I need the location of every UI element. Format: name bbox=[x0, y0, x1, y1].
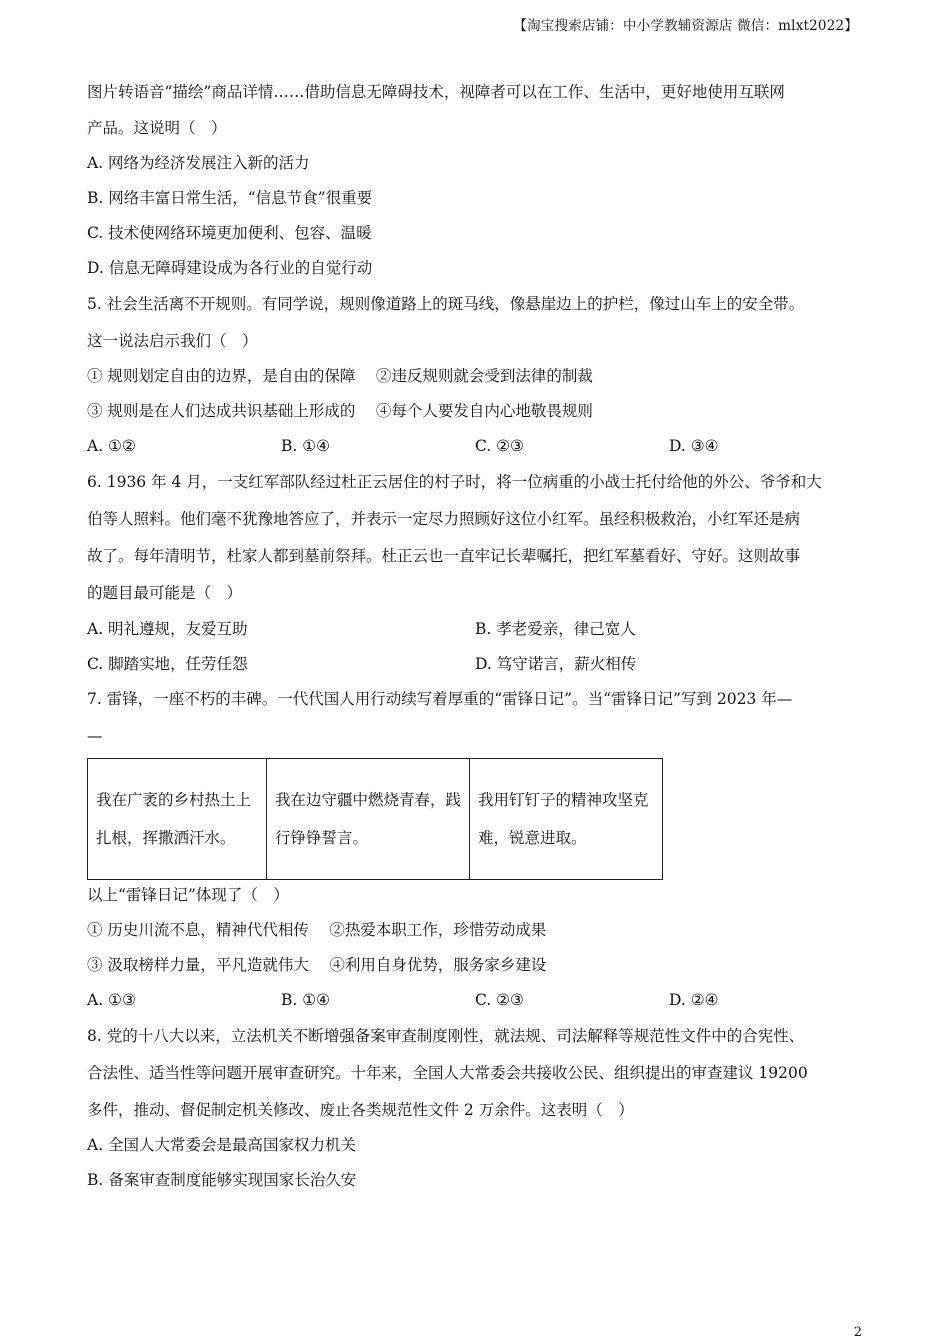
q4-option-a: A. 网络为经济发展注入新的活力 bbox=[87, 154, 310, 172]
q5-option-c: C. ②③ bbox=[475, 437, 524, 455]
q4-option-b: B. 网络丰富日常生活，“信息节食”很重要 bbox=[87, 189, 373, 207]
q7-option-d: D. ②④ bbox=[669, 991, 719, 1009]
table-row bbox=[88, 759, 663, 880]
leifeng-diary-table bbox=[87, 758, 663, 880]
table-cell-3: 我用钉钉子的精神攻坚克难，锐意进取。 bbox=[470, 759, 663, 880]
q7-option-a: A. ①③ bbox=[87, 991, 136, 1009]
q7-statement-1: ① 历史川流不息，精神代代相传 ②热爱本职工作，珍惜劳动成果 bbox=[87, 921, 547, 939]
page-number: 2 bbox=[853, 1325, 862, 1340]
q4-stem-line-2: 产品。这说明（ ） bbox=[87, 119, 227, 137]
q8-stem-line-1: 8. 党的十八大以来，立法机关不断增强备案审查制度刚性，就法规、司法解释等规范性文件中的合宪性、 bbox=[87, 1027, 805, 1045]
q5-stem-line-2: 这一说法启示我们（ ） bbox=[87, 332, 258, 350]
q5-option-a: A. ①② bbox=[87, 437, 136, 455]
q5-option-d: D. ③④ bbox=[669, 437, 719, 455]
table-cell-1: 我在广袤的乡村热土上扎根，挥撒洒汗水。 bbox=[88, 759, 267, 880]
q7-options-row bbox=[87, 990, 867, 1010]
q7-stem-line-2: — bbox=[87, 727, 103, 745]
q6-option-b: B. 孝老爱亲，律己宽人 bbox=[475, 620, 636, 638]
q7-option-c: C. ②③ bbox=[475, 991, 524, 1009]
q8-stem-line-3: 多件，推动、督促制定机关修改、废止各类规范性文件 2 万余件。这表明（ ） bbox=[87, 1101, 634, 1119]
q7-stem-line-1: 7. 雷锋，一座不朽的丰碑。一代代国人用行动续写着厚重的“雷锋日记”。当“雷锋日记”写到 2023 年— bbox=[87, 690, 793, 708]
q6-option-a: A. 明礼遵规，友爱互助 bbox=[87, 620, 248, 638]
q8-stem-line-2: 合法性、适当性等问题开展审查研究。十年来，全国人大常委会共接收公民、组织提出的审查建议 19200 bbox=[87, 1064, 808, 1082]
q4-option-c: C. 技术使网络环境更加便利、包容、温暖 bbox=[87, 224, 372, 242]
q7-statement-2: ③ 汲取榜样力量，平凡造就伟大 ④利用自身优势，服务家乡建设 bbox=[87, 956, 547, 974]
q6-option-d: D. 笃守诺言，薪火相传 bbox=[475, 655, 637, 673]
q6-stem-line-1: 6. 1936 年 4 月，一支红军部队经过杜正云居住的村子时，将一位病重的小战士托付给他的外公、爷爷和大 bbox=[87, 473, 822, 491]
q4-option-d: D. 信息无障碍建设成为各行业的自觉行动 bbox=[87, 259, 373, 277]
q8-option-b: B. 备案审查制度能够实现国家长治久安 bbox=[87, 1171, 357, 1189]
q7-option-b: B. ①④ bbox=[281, 991, 331, 1009]
q5-options-row bbox=[87, 436, 867, 456]
q5-statement-2: ③ 规则是在人们达成共识基础上形成的 ④每个人要发自内心地敬畏规则 bbox=[87, 402, 593, 420]
q7-after-table: 以上“雷锋日记”体现了（ ） bbox=[87, 886, 289, 904]
q4-stem-line-1: 图片转语音“描绘”商品详情……借助信息无障碍技术，视障者可以在工作、生活中，更好地使用互联网 bbox=[87, 83, 785, 101]
q8-option-a: A. 全国人大常委会是最高国家权力机关 bbox=[87, 1136, 357, 1154]
q5-stem-line-1: 5. 社会生活离不开规则。有同学说，规则像道路上的斑马线，像悬崖边上的护栏，像过山车上的安全带。 bbox=[87, 295, 805, 313]
q6-option-c: C. 脚踏实地，任劳任怨 bbox=[87, 655, 248, 673]
q5-statement-1: ① 规则划定自由的边界，是自由的保障 ②违反规则就会受到法律的制裁 bbox=[87, 367, 593, 385]
q6-stem-line-3: 故了。每年清明节，杜家人都到墓前祭拜。杜正云也一直牢记长辈嘱托，把红军墓看好、守好。这则故事 bbox=[87, 547, 801, 565]
table-cell-2: 我在边守疆中燃烧青春，践行铮铮誓言。 bbox=[267, 759, 470, 880]
q6-options-row-2 bbox=[87, 654, 867, 674]
page-header: 【淘宝搜索店铺：中小学教辅资源店 微信：mlxt2022】 bbox=[513, 18, 858, 34]
q6-options-row-1 bbox=[87, 619, 867, 639]
q5-option-b: B. ①④ bbox=[281, 437, 331, 455]
q6-stem-line-4: 的题目最可能是（ ） bbox=[87, 584, 243, 602]
q6-stem-line-2: 伯等人照料。他们毫不犹豫地答应了，并表示一定尽力照顾好这位小红军。虽经积极救治，小红军还是病 bbox=[87, 510, 801, 528]
